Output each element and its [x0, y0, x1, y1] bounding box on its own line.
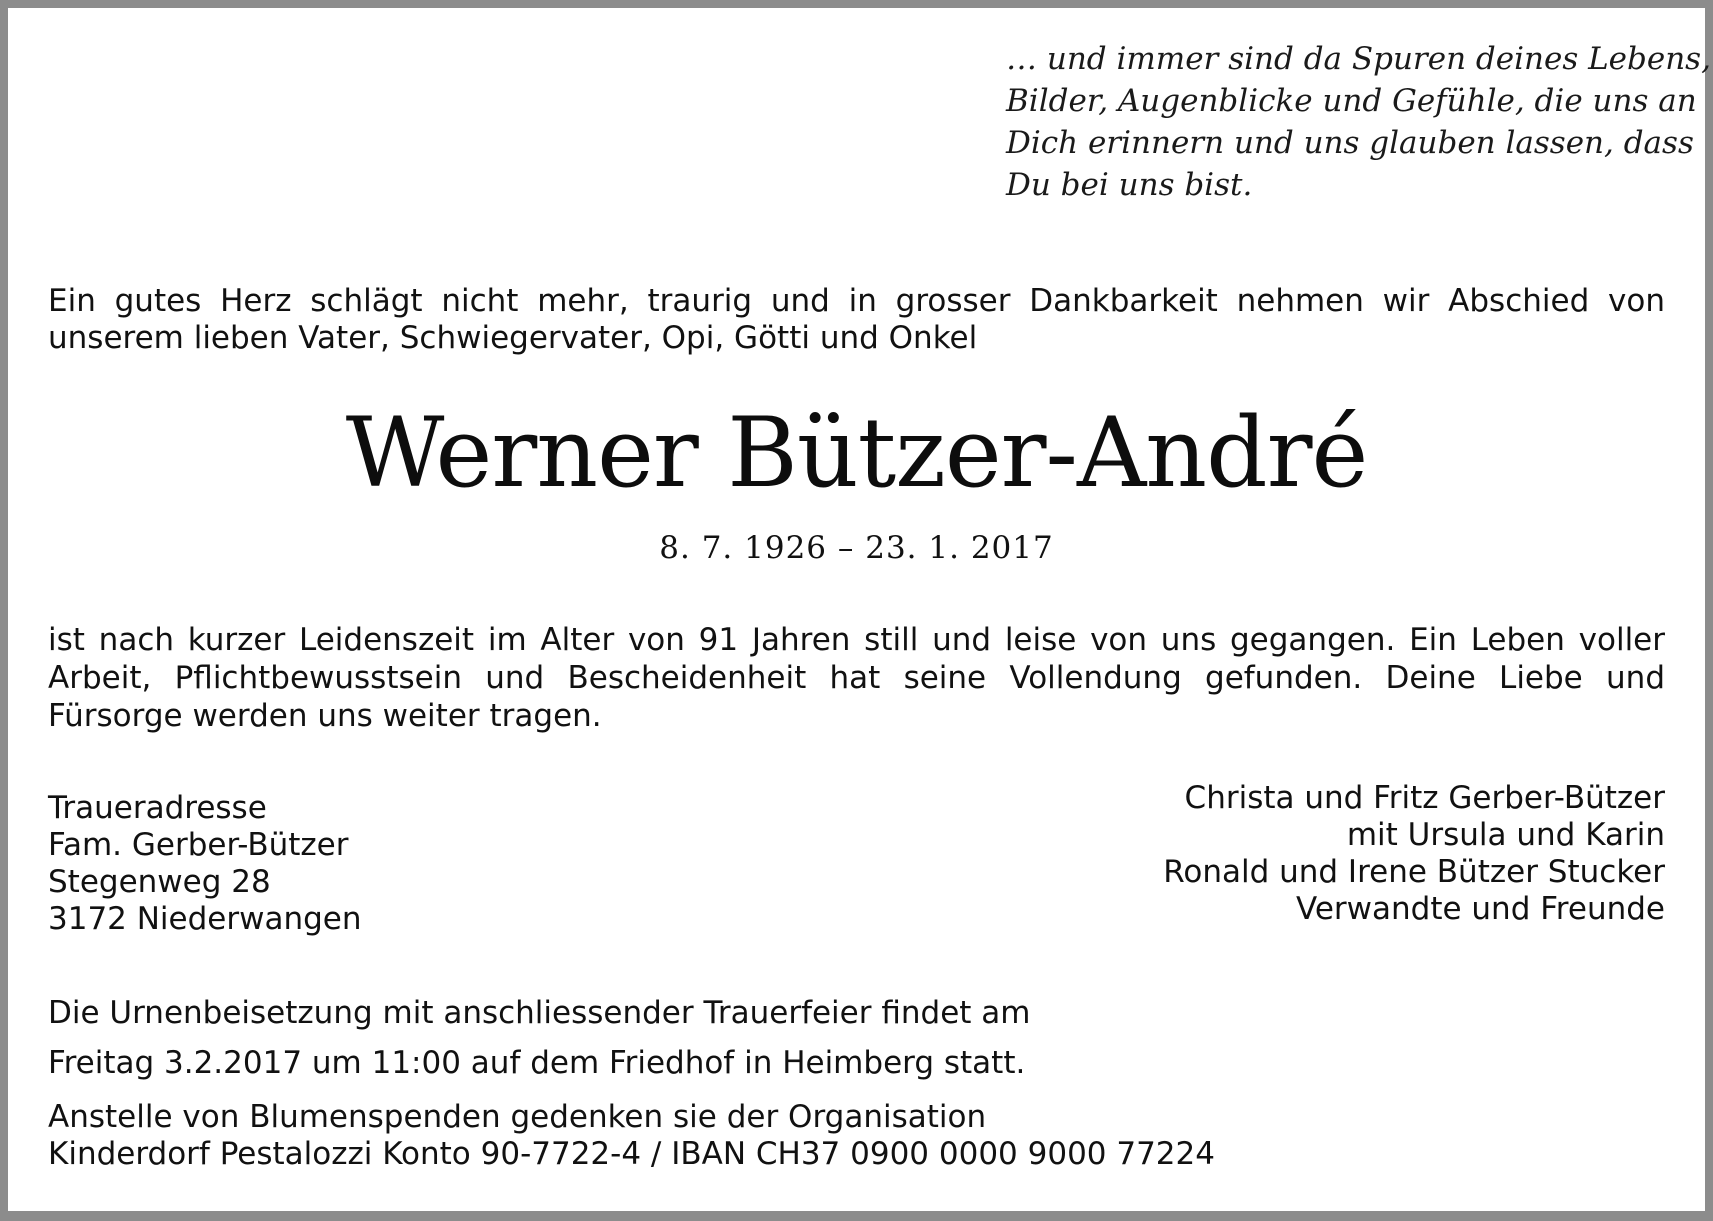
ceremony-info: [48, 988, 1030, 1088]
family-line: mit Ursula und Karin: [1346, 817, 1665, 853]
memorial-quote: [1006, 38, 1711, 206]
body-line: ist nach kurzer Leidenszeit im Alter von 91 Jahren still und leise von uns gegangen. Ein Leben voller: [48, 622, 1665, 658]
quote-line: Dich erinnern und uns glauben lassen, dass: [1006, 125, 1694, 161]
life-dates: 8. 7. 1926 – 23. 1. 2017: [659, 530, 1054, 566]
intro-line: unserem lieben Vater, Schwiegervater, Opi, Götti und Onkel: [48, 320, 978, 356]
donation-line: Kinderdorf Pestalozzi Konto 90-7722-4 / IBAN CH37 0900 0000 9000 77224: [48, 1136, 1215, 1172]
address-line: 3172 Niederwangen: [48, 901, 362, 937]
address-line: Fam. Gerber-Bützer: [48, 827, 349, 863]
ceremony-line: Die Urnenbeisetzung mit anschliessender Trauerfeier findet am: [48, 995, 1031, 1031]
family-line: Verwandte und Freunde: [1296, 891, 1665, 927]
quote-line: … und immer sind da Spuren deines Lebens,: [1006, 41, 1711, 77]
body-line: Arbeit, Pflichtbewusstsein und Bescheidenheit hat seine Vollendung gefunden. Deine Liebe und: [48, 660, 1665, 696]
body-paragraph: [48, 621, 1665, 735]
intro-line: Ein gutes Herz schlägt nicht mehr, traurig und in grosser Dankbarkeit nehmen wir Abschied von: [48, 283, 1665, 319]
family-line: Ronald und Irene Bützer Stucker: [1163, 854, 1665, 890]
intro-paragraph: [48, 283, 1665, 357]
ceremony-line: Freitag 3.2.2017 um 11:00 auf dem Friedhof in Heimberg statt.: [48, 1045, 1026, 1081]
bereaved-family: [1163, 780, 1665, 928]
quote-line: Du bei uns bist.: [1006, 167, 1253, 203]
donation-line: Anstelle von Blumenspenden gedenken sie der Organisation: [48, 1099, 987, 1135]
address-line: Stegenweg 28: [48, 864, 271, 900]
donation-info: [48, 1099, 1215, 1173]
family-line: Christa und Fritz Gerber-Bützer: [1184, 780, 1665, 816]
mourning-address: [48, 790, 362, 938]
deceased-name: Werner Bützer-André: [345, 397, 1368, 509]
address-line: Traueradresse: [48, 790, 267, 826]
quote-line: Bilder, Augenblicke und Gefühle, die uns an: [1006, 83, 1697, 119]
body-line: Fürsorge werden uns weiter tragen.: [48, 698, 602, 734]
